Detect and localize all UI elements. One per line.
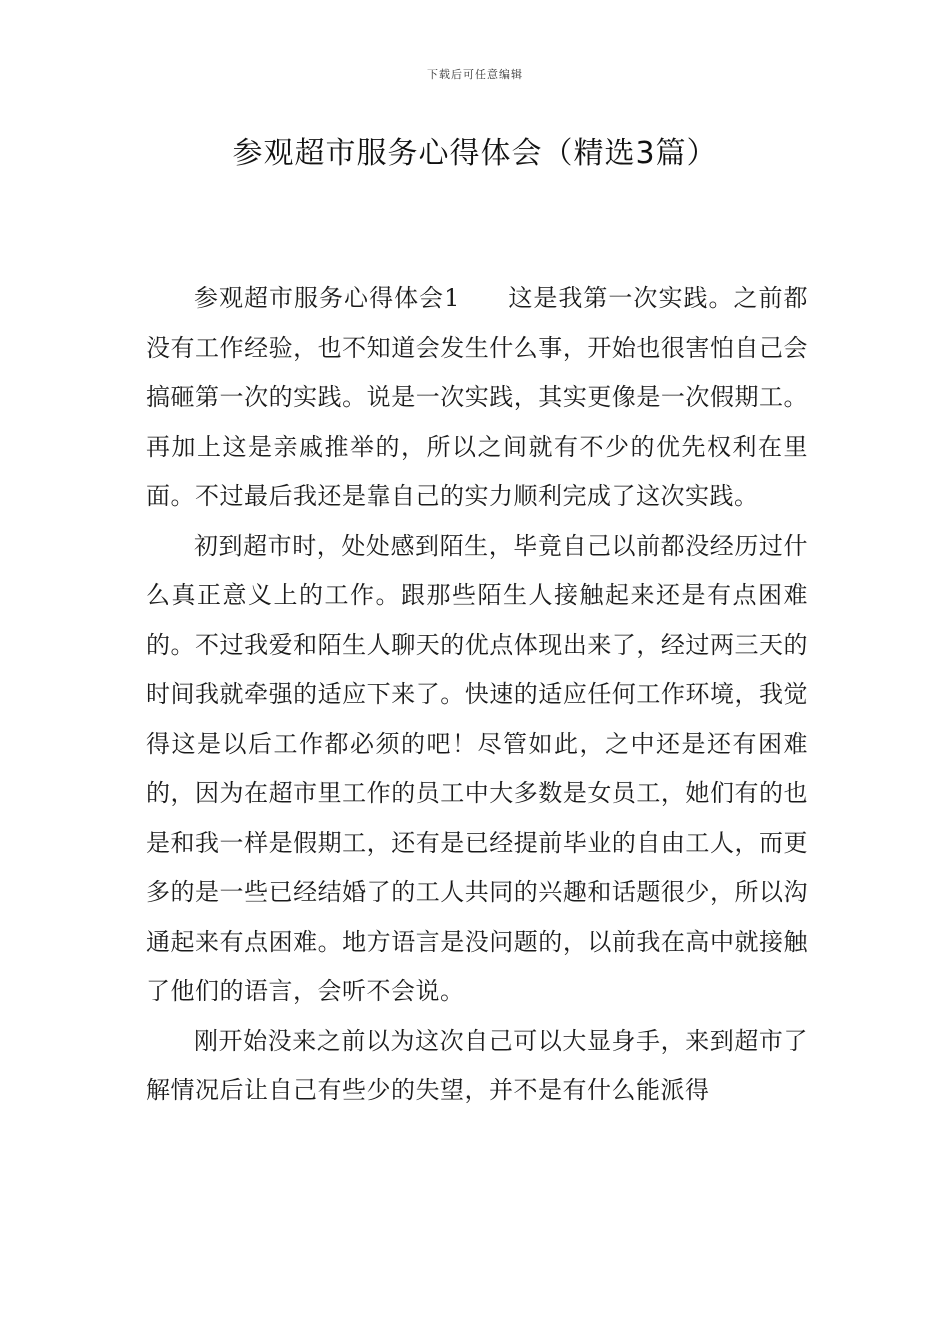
document-title: 参观超市服务心得体会（精选3篇） — [232, 136, 718, 171]
paragraph-1 — [146, 274, 808, 522]
paragraph-3: 刚开始没来之前以为这次自己可以大显身手，来到超市了解情况后让自己有些少的失望，并不是有什么能派得 — [146, 1026, 808, 1104]
paragraph-1-text: 这是我第一次实践。之前都没有工作经验，也不知道会发生什么事，开始也很害怕自己会搞砸第一次的实践。说是一次实践，其实更像是一次假期工。再加上这是亲戚推举的，所以之间就有不少的优先权利在里面。不过最后我还是靠自己的实力顺利完成了这次实践。 — [146, 284, 808, 510]
paragraph-2: 初到超市时，处处感到陌生，毕竟自己以前都没经历过什么真正意义上的工作。跟那些陌生人接触起来还是有点困难的。不过我爱和陌生人聊天的优点体现出来了，经过两三天的时间我就牵强的适应下来了。快速的适应任何工作环境，我觉得这是以后工作都必须的吧！尽管如此，之中还是还有困难的，因为在超市里工作的员工中大多数是女员工，她们有的也是和我一样是假期工，还有是已经提前毕业的自由工人，而更多的是一些已经结婚了的工人共同的兴趣和话题很少，所以沟通起来有点困难。地方语言是没问题的，以前我在高中就接触了他们的语言，会听不会说。 — [146, 531, 808, 1005]
header-note: 下载后可任意编辑 — [427, 68, 523, 81]
section-heading: 参观超市服务心得体会1 — [194, 284, 460, 312]
document-body — [146, 274, 808, 1116]
